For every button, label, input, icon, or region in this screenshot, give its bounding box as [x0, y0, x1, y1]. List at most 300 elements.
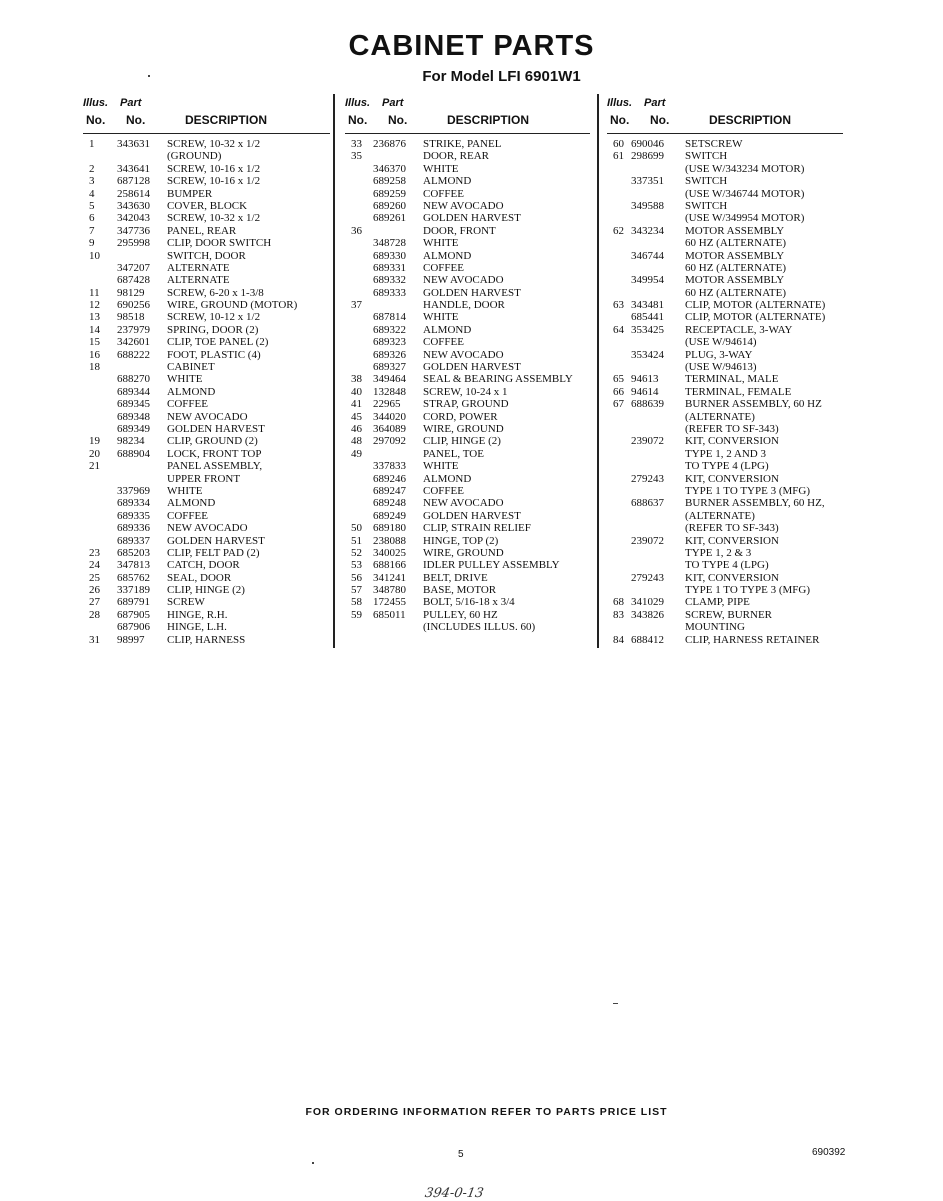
part-number: 687128: [117, 175, 150, 188]
parts-row: [607, 448, 843, 460]
part-description: FOOT, PLASTIC (4): [167, 348, 261, 361]
illus-number: 5: [89, 199, 95, 212]
part-description: ALTERNATE: [167, 261, 230, 274]
parts-row: [345, 237, 590, 249]
part-description: CLIP, HARNESS: [167, 633, 246, 646]
part-number: 689334: [117, 497, 150, 510]
parts-row: [83, 547, 330, 559]
parts-row: [607, 250, 843, 262]
parts-rows: [83, 138, 330, 646]
part-description: 60 HZ (ALTERNATE): [685, 286, 787, 299]
illus-number: 3: [89, 175, 95, 188]
document-number: 690392: [812, 1147, 846, 1158]
illus-number: 9: [89, 237, 95, 250]
parts-row: [83, 386, 330, 398]
part-description: (USE W/94614): [685, 336, 757, 349]
part-number: 347813: [117, 559, 150, 572]
part-description: PANEL ASSEMBLY,: [167, 460, 263, 473]
column-divider-1: [333, 94, 335, 648]
parts-row: [83, 535, 330, 547]
parts-row: [83, 200, 330, 212]
parts-row: [83, 311, 330, 323]
illus-number: 18: [89, 361, 100, 374]
part-description: GOLDEN HARVEST: [423, 509, 521, 522]
parts-row: [345, 274, 590, 286]
part-number: 343641: [117, 162, 150, 175]
parts-row: [345, 138, 590, 150]
part-description: HANDLE, DOOR: [423, 299, 505, 312]
part-description: ALMOND: [423, 249, 472, 262]
parts-row: [607, 336, 843, 348]
part-number: 98518: [117, 311, 145, 324]
parts-row: [83, 435, 330, 447]
part-number: 687906: [117, 621, 150, 634]
part-number: 353424: [631, 348, 664, 361]
part-number: 343481: [631, 299, 664, 312]
parts-row: [607, 485, 843, 497]
part-description: HINGE, R.H.: [167, 608, 228, 621]
parts-row: [607, 535, 843, 547]
part-description: SCREW, 10-32 x 1/2: [167, 138, 261, 150]
parts-row: [83, 596, 330, 608]
part-description: ALMOND: [423, 175, 472, 188]
part-description: TYPE 1, 2 & 3: [685, 546, 752, 559]
illus-number: 41: [351, 398, 362, 411]
scan-speck: [613, 1003, 618, 1004]
part-description: IDLER PULLEY ASSEMBLY: [423, 559, 560, 572]
parts-row: [607, 200, 843, 212]
part-description: WHITE: [167, 484, 203, 497]
part-number: 344020: [373, 410, 406, 423]
part-number: 689246: [373, 472, 406, 485]
part-number: 689323: [373, 336, 406, 349]
part-description: BOLT, 5/16-18 x 3/4: [423, 596, 515, 609]
part-number: 689248: [373, 497, 406, 510]
part-number: 689791: [117, 596, 150, 609]
parts-row: [607, 522, 843, 534]
part-number: 239072: [631, 435, 664, 448]
parts-row: [345, 411, 590, 423]
part-number: 685011: [373, 608, 406, 621]
part-description: WHITE: [423, 162, 459, 175]
parts-row: [607, 299, 843, 311]
parts-row: [345, 150, 590, 162]
parts-row: [345, 460, 590, 472]
part-description: CLIP, MOTOR (ALTERNATE): [685, 311, 826, 324]
part-description: GOLDEN HARVEST: [423, 361, 521, 374]
part-description: WHITE: [423, 311, 459, 324]
part-description: ALMOND: [423, 323, 472, 336]
part-number: 689249: [373, 509, 406, 522]
parts-row: [83, 448, 330, 460]
part-number: 347207: [117, 261, 150, 274]
part-description: NEW AVOCADO: [167, 410, 248, 423]
part-number: 353425: [631, 323, 664, 336]
part-number: 689345: [117, 398, 150, 411]
illus-number: 10: [89, 249, 100, 262]
parts-column-1: [83, 94, 330, 646]
illus-number: 52: [351, 546, 362, 559]
part-description: (USE W/94613): [685, 361, 757, 374]
parts-row: [607, 324, 843, 336]
part-description: CLIP, HINGE (2): [423, 435, 501, 448]
scan-speck: [312, 1162, 314, 1164]
part-description: NEW AVOCADO: [423, 274, 504, 287]
parts-row: [607, 423, 843, 435]
parts-row: [83, 584, 330, 596]
part-description: SCREW, BURNER: [685, 608, 773, 621]
part-description: TYPE 1 TO TYPE 3 (MFG): [685, 484, 810, 497]
part-number: 687905: [117, 608, 150, 621]
part-number: 337189: [117, 584, 150, 597]
parts-row: [83, 250, 330, 262]
part-number: 685441: [631, 311, 664, 324]
part-number: 689261: [373, 212, 406, 225]
part-description: WHITE: [423, 460, 459, 473]
part-description: PANEL, REAR: [167, 224, 237, 237]
illus-number: 57: [351, 584, 362, 597]
part-description: STRAP, GROUND: [423, 398, 509, 411]
parts-row: [607, 634, 843, 646]
parts-row: [83, 274, 330, 286]
part-description: STRIKE, PANEL: [423, 138, 502, 150]
part-number: 348780: [373, 584, 406, 597]
part-description: SCREW, 10-32 x 1/2: [167, 212, 261, 225]
part-description: WIRE, GROUND: [423, 422, 504, 435]
parts-row: [83, 150, 330, 162]
parts-row: [83, 497, 330, 509]
part-number: 341029: [631, 596, 664, 609]
illus-number: 63: [613, 299, 624, 312]
parts-row: [607, 435, 843, 447]
part-description: MOUNTING: [685, 621, 745, 634]
illus-number: 24: [89, 559, 100, 572]
parts-row: [83, 175, 330, 187]
part-number: 689247: [373, 484, 406, 497]
part-number: 689330: [373, 249, 406, 262]
part-number: 688412: [631, 633, 664, 646]
part-description: COFFEE: [167, 509, 208, 522]
header-illus: Illus.: [345, 97, 371, 109]
part-number: 94613: [631, 373, 659, 386]
parts-row: [345, 522, 590, 534]
illus-number: 50: [351, 522, 362, 535]
part-number: 337969: [117, 484, 150, 497]
part-description: WIRE, GROUND: [423, 546, 504, 559]
part-description: PANEL, TOE: [423, 447, 484, 460]
parts-row: [345, 448, 590, 460]
parts-row: [607, 497, 843, 509]
part-description: PULLEY, 60 HZ: [423, 608, 498, 621]
parts-row: [345, 299, 590, 311]
parts-row: [607, 411, 843, 423]
column-header: [607, 94, 843, 134]
parts-row: [345, 547, 590, 559]
part-description: 60 HZ (ALTERNATE): [685, 261, 787, 274]
part-description: (INCLUDES ILLUS. 60): [423, 621, 536, 634]
part-number: 343631: [117, 138, 150, 150]
part-number: 279243: [631, 571, 664, 584]
parts-row: [607, 559, 843, 571]
part-description: SWITCH: [685, 175, 728, 188]
parts-row: [83, 138, 330, 150]
part-number: 98234: [117, 435, 145, 448]
header-illus-no: No.: [348, 113, 368, 127]
part-description: GOLDEN HARVEST: [423, 212, 521, 225]
parts-row: [83, 262, 330, 274]
illus-number: 51: [351, 534, 362, 547]
illus-number: 56: [351, 571, 362, 584]
illus-number: 45: [351, 410, 362, 423]
part-description: CORD, POWER: [423, 410, 498, 423]
parts-column-2: [345, 94, 590, 634]
part-description: COVER, BLOCK: [167, 199, 248, 212]
parts-row: [607, 175, 843, 187]
illus-number: 66: [613, 385, 624, 398]
part-description: COFFEE: [423, 336, 464, 349]
illus-number: 4: [89, 187, 95, 200]
parts-row: [345, 287, 590, 299]
parts-row: [345, 609, 590, 621]
illus-number: 58: [351, 596, 362, 609]
parts-row: [607, 274, 843, 286]
parts-row: [345, 572, 590, 584]
part-description: (GROUND): [167, 150, 222, 163]
part-number: 689335: [117, 509, 150, 522]
part-description: SCREW: [167, 596, 205, 609]
parts-row: [607, 287, 843, 299]
parts-row: [83, 411, 330, 423]
part-number: 346744: [631, 249, 664, 262]
parts-row: [345, 200, 590, 212]
part-description: SCREW, 10-24 x 1: [423, 385, 508, 398]
part-number: 688166: [373, 559, 406, 572]
parts-row: [345, 262, 590, 274]
parts-row: [83, 336, 330, 348]
part-number: 237979: [117, 323, 150, 336]
part-description: (ALTERNATE): [685, 509, 755, 522]
parts-row: [83, 510, 330, 522]
illus-number: 33: [351, 138, 362, 150]
part-number: 132848: [373, 385, 406, 398]
header-part: Part: [644, 97, 666, 109]
parts-row: [83, 485, 330, 497]
parts-row: [345, 473, 590, 485]
parts-row: [83, 299, 330, 311]
part-description: TO TYPE 4 (LPG): [685, 460, 769, 473]
header-illus: Illus.: [83, 97, 109, 109]
parts-row: [345, 423, 590, 435]
part-number: 337351: [631, 175, 664, 188]
parts-row: [607, 150, 843, 162]
part-description: 60 HZ (ALTERNATE): [685, 237, 787, 250]
part-description: SCREW, 10-16 x 1/2: [167, 162, 261, 175]
part-number: 689333: [373, 286, 406, 299]
illus-number: 23: [89, 546, 100, 559]
part-description: ALTERNATE: [167, 274, 230, 287]
parts-row: [607, 212, 843, 224]
illus-number: 27: [89, 596, 100, 609]
part-description: NEW AVOCADO: [423, 199, 504, 212]
parts-row: [345, 559, 590, 571]
part-number: 94614: [631, 385, 659, 398]
part-description: NEW AVOCADO: [423, 348, 504, 361]
parts-row: [607, 386, 843, 398]
illus-number: 61: [613, 150, 624, 163]
parts-column-3: [607, 94, 843, 646]
part-description: SEAL, DOOR: [167, 571, 232, 584]
part-number: 349954: [631, 274, 664, 287]
part-number: 688270: [117, 373, 150, 386]
part-number: 688637: [631, 497, 664, 510]
part-number: 689322: [373, 323, 406, 336]
part-description: BURNER ASSEMBLY, 60 HZ: [685, 398, 822, 411]
parts-row: [607, 473, 843, 485]
parts-row: [607, 188, 843, 200]
header-part-no: No.: [650, 113, 670, 127]
part-description: CABINET: [167, 361, 215, 374]
part-number: 236876: [373, 138, 406, 150]
parts-row: [83, 373, 330, 385]
part-description: COFFEE: [423, 484, 464, 497]
part-description: WHITE: [167, 373, 203, 386]
parts-row: [607, 596, 843, 608]
part-description: BASE, MOTOR: [423, 584, 497, 597]
part-description: (ALTERNATE): [685, 410, 755, 423]
part-description: BELT, DRIVE: [423, 571, 488, 584]
illus-number: 49: [351, 447, 362, 460]
part-description: BUMPER: [167, 187, 213, 200]
part-description: TYPE 1 TO TYPE 3 (MFG): [685, 584, 810, 597]
parts-row: [345, 596, 590, 608]
parts-row: [345, 435, 590, 447]
parts-row: [83, 572, 330, 584]
part-number: 687814: [373, 311, 406, 324]
illus-number: 38: [351, 373, 362, 386]
parts-row: [345, 349, 590, 361]
illus-number: 35: [351, 150, 362, 163]
illus-number: 53: [351, 559, 362, 572]
parts-row: [345, 188, 590, 200]
parts-row: [607, 237, 843, 249]
parts-row: [345, 225, 590, 237]
part-number: 364089: [373, 422, 406, 435]
part-description: GOLDEN HARVEST: [167, 534, 265, 547]
illus-number: 65: [613, 373, 624, 386]
part-description: CLIP, HINGE (2): [167, 584, 245, 597]
illus-number: 15: [89, 336, 100, 349]
part-number: 688222: [117, 348, 150, 361]
column-divider-2: [597, 94, 599, 648]
part-number: 98129: [117, 286, 145, 299]
illus-number: 25: [89, 571, 100, 584]
header-part: Part: [120, 97, 142, 109]
parts-row: [607, 547, 843, 559]
part-number: 685762: [117, 571, 150, 584]
parts-row: [83, 237, 330, 249]
part-number: 343826: [631, 608, 664, 621]
part-number: 22965: [373, 398, 401, 411]
scan-speck: [148, 75, 150, 77]
parts-row: [607, 262, 843, 274]
parts-row: [607, 138, 843, 150]
part-description: BURNER ASSEMBLY, 60 HZ,: [685, 497, 825, 510]
parts-row: [345, 175, 590, 187]
parts-row: [345, 212, 590, 224]
illus-number: 28: [89, 608, 100, 621]
part-description: HINGE, TOP (2): [423, 534, 499, 547]
header-part-no: No.: [388, 113, 408, 127]
illus-number: 2: [89, 162, 95, 175]
part-number: 295998: [117, 237, 150, 250]
part-number: 347736: [117, 224, 150, 237]
part-description: DOOR, REAR: [423, 150, 490, 163]
ordering-note: FOR ORDERING INFORMATION REFER TO PARTS PRICE LIST: [305, 1106, 668, 1118]
part-description: (REFER TO SF-343): [685, 522, 779, 535]
parts-row: [607, 311, 843, 323]
part-number: 343234: [631, 224, 664, 237]
part-number: 297092: [373, 435, 406, 448]
header-part: Part: [382, 97, 404, 109]
part-number: 690046: [631, 138, 664, 150]
column-header: [345, 94, 590, 134]
part-description: UPPER FRONT: [167, 472, 241, 485]
part-number: 172455: [373, 596, 406, 609]
part-number: 689336: [117, 522, 150, 535]
part-description: TYPE 1, 2 AND 3: [685, 447, 766, 460]
illus-number: 48: [351, 435, 362, 448]
parts-row: [345, 584, 590, 596]
header-illus-no: No.: [86, 113, 106, 127]
part-number: 688639: [631, 398, 664, 411]
part-description: ALMOND: [167, 385, 216, 398]
illus-number: 19: [89, 435, 100, 448]
illus-number: 84: [613, 633, 624, 646]
parts-row: [83, 188, 330, 200]
part-description: COFFEE: [423, 187, 464, 200]
parts-row: [345, 311, 590, 323]
parts-row: [345, 386, 590, 398]
part-number: 689332: [373, 274, 406, 287]
illus-number: 7: [89, 224, 95, 237]
part-number: 690256: [117, 299, 150, 312]
part-description: CLAMP, PIPE: [685, 596, 750, 609]
parts-row: [607, 398, 843, 410]
parts-row: [83, 398, 330, 410]
part-description: CLIP, STRAIN RELIEF: [423, 522, 531, 535]
illus-number: 6: [89, 212, 95, 225]
part-number: 340025: [373, 546, 406, 559]
part-number: 689326: [373, 348, 406, 361]
model-subtitle: For Model LFI 6901W1: [422, 68, 581, 85]
page-number: 5: [458, 1149, 464, 1160]
part-number: 689180: [373, 522, 406, 535]
part-number: 348728: [373, 237, 406, 250]
parts-row: [345, 497, 590, 509]
part-description: PLUG, 3-WAY: [685, 348, 753, 361]
part-description: WIRE, GROUND (MOTOR): [167, 299, 298, 312]
parts-row: [83, 634, 330, 646]
part-description: SWITCH, DOOR: [167, 249, 246, 262]
part-number: 687428: [117, 274, 150, 287]
parts-row: [83, 163, 330, 175]
part-number: 689331: [373, 261, 406, 274]
part-description: NEW AVOCADO: [167, 522, 248, 535]
part-number: 346370: [373, 162, 406, 175]
part-description: MOTOR ASSEMBLY: [685, 224, 785, 237]
part-description: (USE W/343234 MOTOR): [685, 162, 805, 175]
part-description: CLIP, HARNESS RETAINER: [685, 633, 820, 646]
